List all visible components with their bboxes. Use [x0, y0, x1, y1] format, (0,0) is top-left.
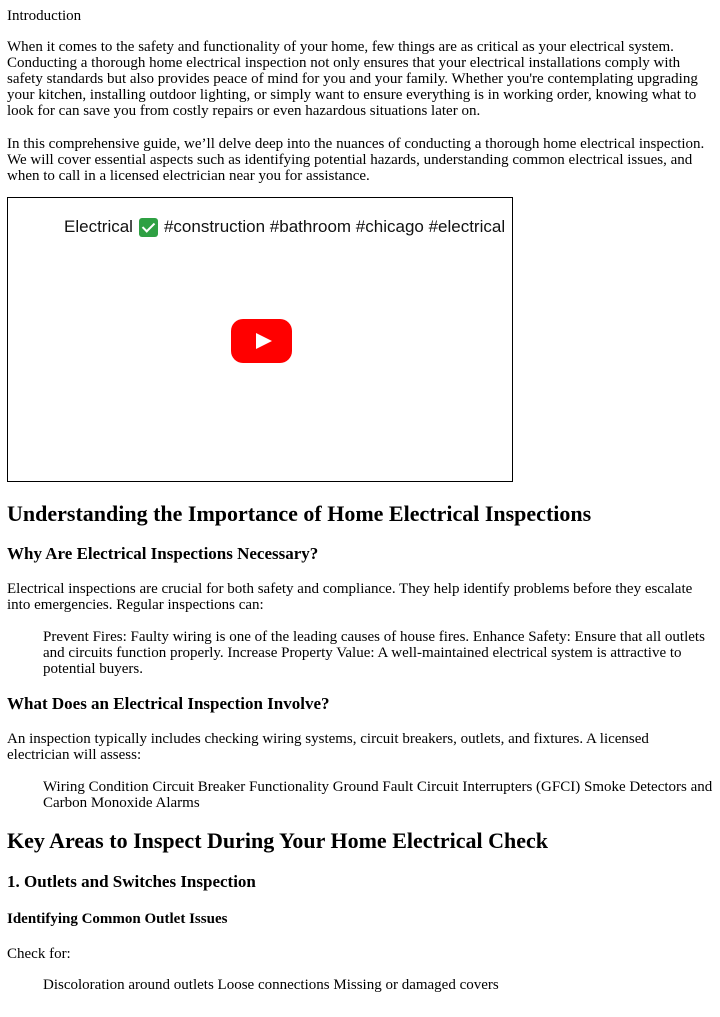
- video-title-prefix: Electrical: [64, 217, 133, 236]
- subheading-outlet-issues: Identifying Common Outlet Issues: [7, 911, 228, 927]
- video-embed[interactable]: [7, 197, 513, 482]
- section-heading-key-areas: Key Areas to Inspect During Your Home Electrical Check: [7, 828, 548, 853]
- intro-paragraph-2: In this comprehensive guide, we’ll delve deep into the nuances of conducting a thorough home electrical inspection. We will cover essential aspects such as identifying potential hazards, understanding common electrical issues, and when to call in a licensed electrician near you for assistance.: [7, 136, 705, 184]
- section-heading-importance: Understanding the Importance of Home Electrical Inspections: [7, 501, 592, 526]
- subheading-outlets-switches: 1. Outlets and Switches Inspection: [7, 872, 256, 891]
- video-title-hashtags: #construction #bathroom #chicago #electrical: [163, 217, 506, 236]
- list-assessment-items: Wiring Condition Circuit Breaker Functionality Ground Fault Circuit Interrupters (GFCI) Smoke Detectors and Carbon Monoxide Alarms: [43, 779, 713, 811]
- list-outlet-issues: Discoloration around outlets Loose connections Missing or damaged covers: [43, 977, 499, 993]
- paragraph-check-for: Check for:: [7, 946, 71, 962]
- play-button-icon[interactable]: [231, 319, 292, 363]
- subheading-what-involves: What Does an Electrical Inspection Involve?: [7, 694, 330, 713]
- paragraph-what-involves: An inspection typically includes checking wiring systems, circuit breakers, outlets, and fixtures. A licensed electrician will assess:: [7, 731, 649, 763]
- intro-paragraph-1: When it comes to the safety and functionality of your home, few things are as critical as your electrical system. Conducting a thorough home electrical inspection not only ensures that your electrical installations comply with safety standards but also provides peace of mind for you and your family. Whether you're contemplating upgrading your kitchen, installing outdoor lighting, or simply want to ensure everything is in working order, knowing what to look for can save you from costly repairs or even hazardous situations later on.: [7, 39, 698, 119]
- intro-label: Introduction: [7, 8, 82, 24]
- paragraph-why-necessary: Electrical inspections are crucial for both safety and compliance. They help identify problems before they escalate into emergencies. Regular inspections can:: [7, 581, 693, 613]
- subheading-why-necessary: Why Are Electrical Inspections Necessary?: [7, 544, 319, 563]
- check-mark-icon: [139, 218, 158, 237]
- video-title[interactable]: [64, 217, 505, 237]
- list-inspection-benefits: Prevent Fires: Faulty wiring is one of the leading causes of house fires. Enhance Safety: Ensure that all outlets and circuits function properly. Increase Property Value: A well-maintained electrical system is attractive to potential buyers.: [43, 629, 705, 677]
